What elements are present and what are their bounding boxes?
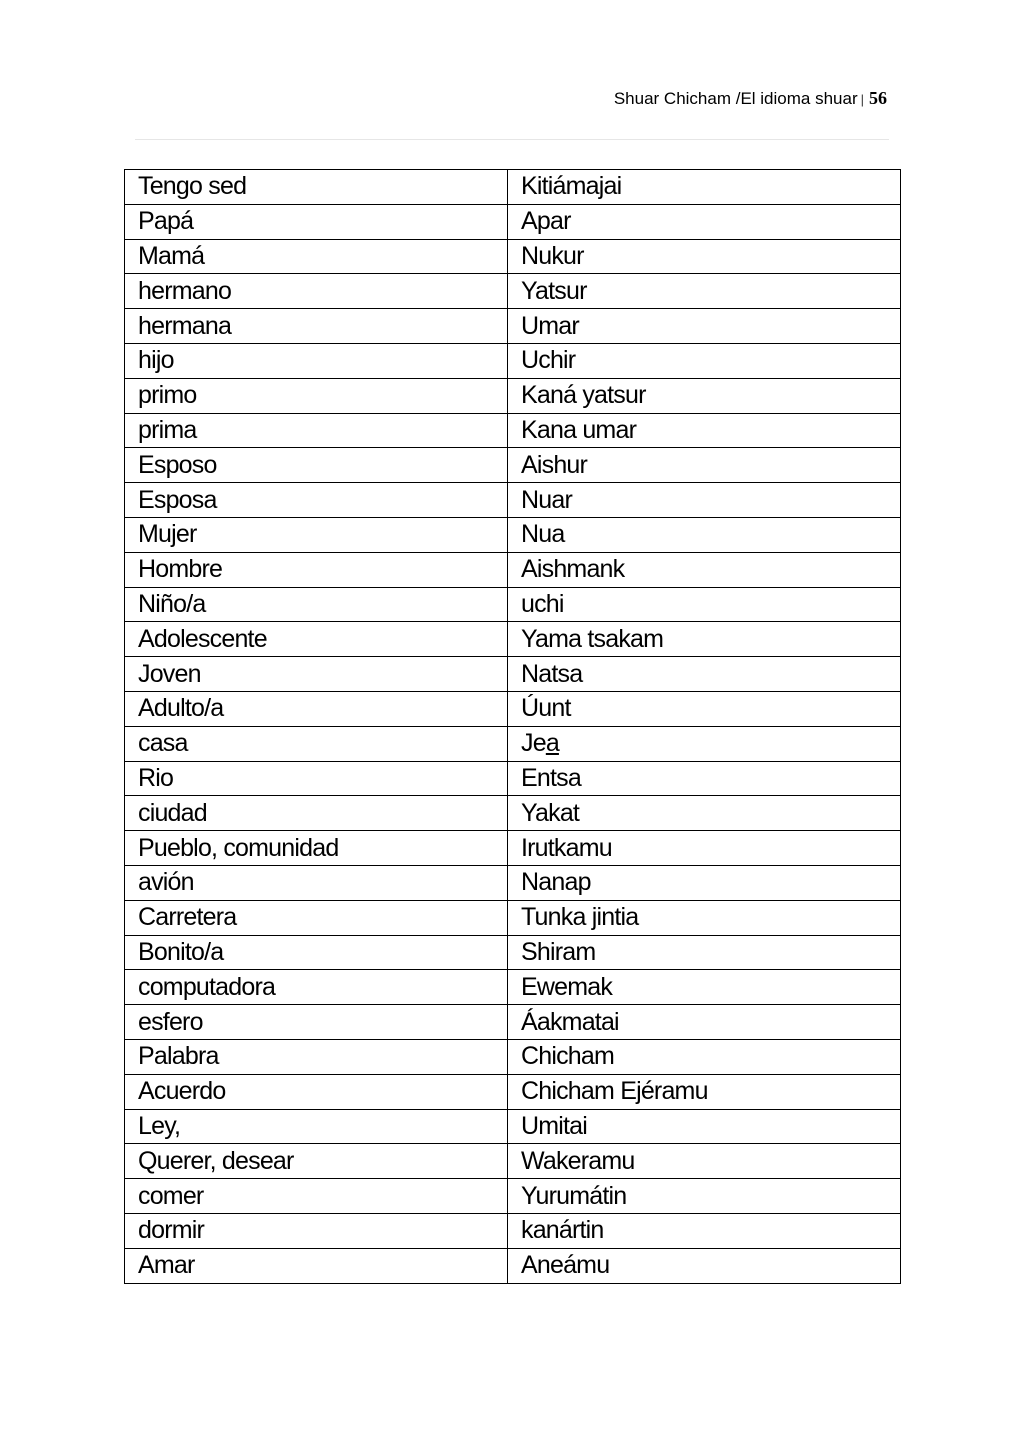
table-row [125,1248,901,1283]
page-header [614,86,887,112]
shuar-term: Uchir [508,343,901,378]
spanish-term: hermano [125,274,508,309]
table-row [125,239,901,274]
spanish-term: computadora [125,970,508,1005]
spanish-term: prima [125,413,508,448]
table-row [125,831,901,866]
spanish-term: Mujer [125,517,508,552]
shuar-term: Umar [508,309,901,344]
table-row [125,204,901,239]
spanish-term: Mamá [125,239,508,274]
spanish-term: Adolescente [125,622,508,657]
spanish-term: Carretera [125,900,508,935]
spanish-term: Amar [125,1248,508,1283]
header-separator: | [860,92,864,107]
table-row [125,691,901,726]
spanish-term: Joven [125,657,508,692]
shuar-term: Yama tsakam [508,622,901,657]
table-row [125,517,901,552]
table-row [125,935,901,970]
table-row [125,761,901,796]
shuar-term: uchi [508,587,901,622]
shuar-term: Aishmank [508,552,901,587]
vocabulary-table-body [125,170,901,1284]
table-row [125,1213,901,1248]
spanish-term: Adulto/a [125,691,508,726]
table-row [125,274,901,309]
shuar-term: Nua [508,517,901,552]
spanish-term: Papá [125,204,508,239]
shuar-term: Umitai [508,1109,901,1144]
table-row [125,726,901,761]
table-row [125,552,901,587]
spanish-term: Esposo [125,448,508,483]
table-row [125,309,901,344]
shuar-term: Yatsur [508,274,901,309]
table-row [125,1109,901,1144]
table-row [125,1039,901,1074]
table-row [125,587,901,622]
table-row [125,657,901,692]
table-row [125,378,901,413]
vocabulary-table [124,169,901,1284]
shuar-term: Kitiámajai [508,170,901,205]
shuar-term: Aishur [508,448,901,483]
spanish-term: hijo [125,343,508,378]
spanish-term: casa [125,726,508,761]
table-row [125,483,901,518]
shuar-term: Jea [508,726,901,761]
spanish-term: Acuerdo [125,1074,508,1109]
shuar-term: Tunka jintia [508,900,901,935]
spanish-term: Palabra [125,1039,508,1074]
table-row [125,900,901,935]
spanish-term: Niño/a [125,587,508,622]
shuar-term: Kana umar [508,413,901,448]
table-row [125,1179,901,1214]
spanish-term: Tengo sed [125,170,508,205]
shuar-term: Natsa [508,657,901,692]
shuar-term: kanártin [508,1213,901,1248]
page-number: 56 [869,88,887,108]
spanish-term: esfero [125,1005,508,1040]
spanish-term: Pueblo, comunidad [125,831,508,866]
table-row [125,865,901,900]
table-row [125,413,901,448]
shuar-term: Nuar [508,483,901,518]
spanish-term: Ley, [125,1109,508,1144]
table-row [125,1074,901,1109]
table-row [125,343,901,378]
table-row [125,622,901,657]
table-row [125,448,901,483]
shuar-term: Aneámu [508,1248,901,1283]
table-row [125,1144,901,1179]
spanish-term: ciudad [125,796,508,831]
header-rule [135,139,889,140]
shuar-term: Chicham Ejéramu [508,1074,901,1109]
spanish-term: Rio [125,761,508,796]
shuar-term: Nanap [508,865,901,900]
shuar-term: Nukur [508,239,901,274]
shuar-term: Úunt [508,691,901,726]
table-row [125,1005,901,1040]
shuar-term: Irutkamu [508,831,901,866]
shuar-term: Wakeramu [508,1144,901,1179]
spanish-term: dormir [125,1213,508,1248]
spanish-term: primo [125,378,508,413]
shuar-term: Entsa [508,761,901,796]
running-title: Shuar Chicham /El idioma shuar [613,89,858,108]
table-row [125,170,901,205]
shuar-term: Apar [508,204,901,239]
spanish-term: avión [125,865,508,900]
table-row [125,796,901,831]
spanish-term: Hombre [125,552,508,587]
shuar-term: Kaná yatsur [508,378,901,413]
shuar-term: Yurumátin [508,1179,901,1214]
spanish-term: Bonito/a [125,935,508,970]
spanish-term: Esposa [125,483,508,518]
spanish-term: comer [125,1179,508,1214]
shuar-term: Ewemak [508,970,901,1005]
underlined-letter: a [545,729,559,758]
shuar-term: Shiram [508,935,901,970]
shuar-term: Yakat [508,796,901,831]
shuar-term: Chicham [508,1039,901,1074]
shuar-term: Áakmatai [508,1005,901,1040]
spanish-term: Querer, desear [125,1144,508,1179]
spanish-term: hermana [125,309,508,344]
table-row [125,970,901,1005]
